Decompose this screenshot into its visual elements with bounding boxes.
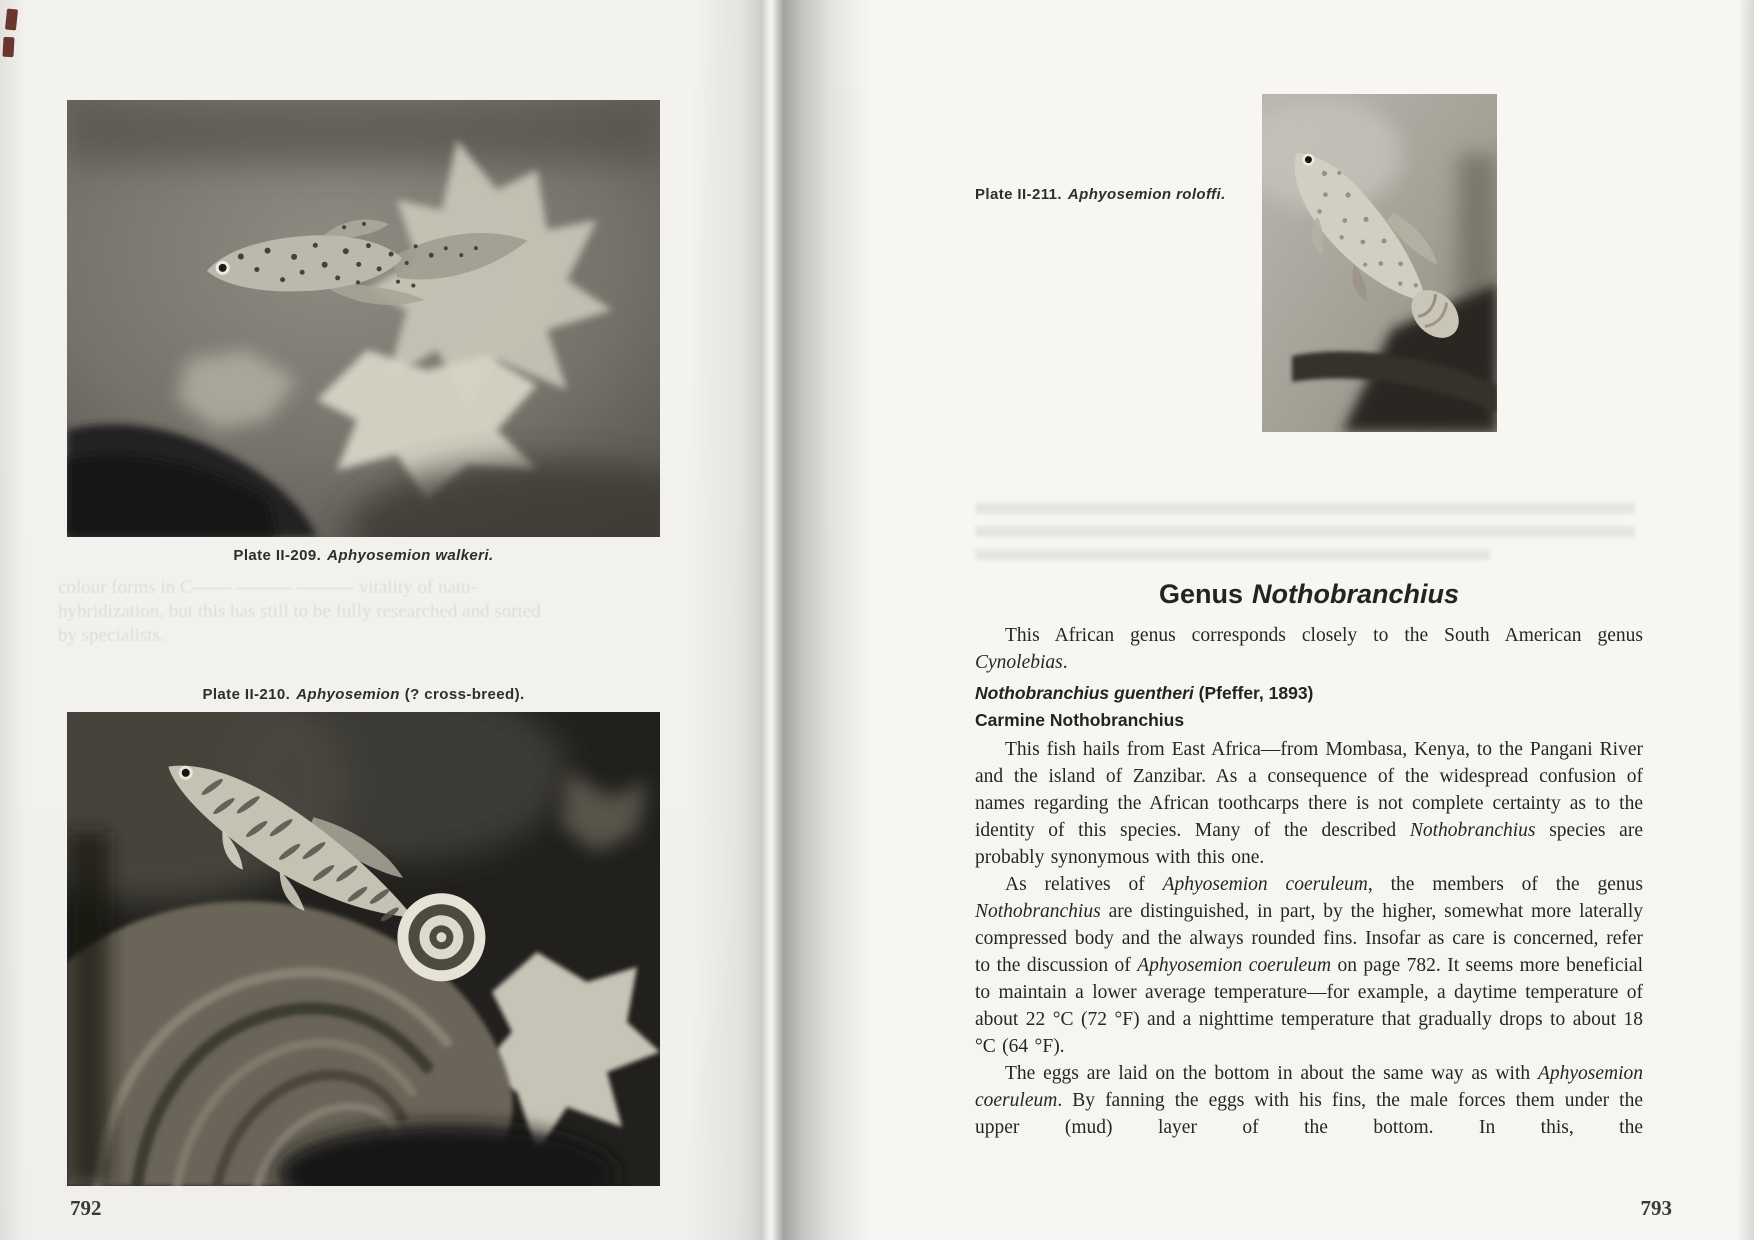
paragraph-care: As relatives of Aphyosemion coeruleum, the members of the genus Nothobranchius are distinguished, in part, by the higher, somewhat more laterally compressed body and the always rounded fins. Insofar as care is concerned, refer to the discussion of Aphyosemion coeruleum on page 782. It seems more beneficial to maintain a lower average temperature—for example, a daytime temperature of about 22 °C (72 °F) and a nighttime temperature that gradually drops to about 18 °C (64 °F). [975,874,1643,1057]
common-name: Carmine Nothobranchius [975,710,1185,730]
species-authority: (Pfeffer, 1893) [1193,683,1314,703]
species-header [975,680,1643,706]
fish-photo-illustration [67,100,660,537]
bleed-line: hybridization, but this has still to be fully researched and sorted [58,601,541,622]
plate-209-caption [67,547,660,564]
bleed-line: colour forms in C—— ——— ——— vitality of natu- [58,577,478,598]
bleed-through-text [58,576,714,648]
paragraph-breeding: The eggs are laid on the bottom in about the same way as with Aphyosemion coeruleum. By fanning the eggs with his fins, the male forces them under the upper (mud) layer of the bottom. In this, the [975,1063,1643,1138]
paragraph-origin: This fish hails from East Africa—from Mombasa, Kenya, to the Pangani River and the island of Zanzibar. As a consequence of the widespread confusion of names regarding the African toothcarps there is not complete certainty as to the identity of this species. Many of the described Nothobranchius species are probably synonymous with this one. [975,739,1643,868]
plate-label: Plate II-211. [975,186,1062,203]
page-number-left: 792 [70,1196,102,1220]
main-text-column [975,578,1643,1141]
heading-prefix: Genus [1158,579,1244,609]
page-number-right: 793 [1640,1196,1672,1220]
bleed-line: by specialists. [58,625,165,646]
bleed-line [975,503,1635,514]
genus-name: Aphyosemion [296,686,400,703]
plate-label: Plate II-210. [202,686,291,703]
caption-suffix: (? cross-breed). [404,686,525,703]
red-registration-mark [2,37,14,58]
red-registration-mark [5,8,18,30]
plate-210-photo [67,712,660,1186]
fish-photo-illustration [67,712,660,1186]
bleed-through-shadow [975,503,1635,572]
plate-211-caption [975,186,1226,203]
dark-water-band [67,100,660,164]
species-name: Aphyosemion roloffi. [1067,186,1226,203]
species-binomial: Nothobranchius guentheri [975,683,1194,703]
page-left [0,0,745,1240]
bleed-line [975,526,1635,537]
page-edge-shadow [1738,0,1754,1240]
genus-heading [975,578,1643,610]
heading-genus: Nothobranchius [1252,579,1460,609]
bleed-line [975,549,1490,560]
page-edge-shadow [0,0,26,1240]
plate-210-caption [67,686,660,703]
plate-label: Plate II-209. [233,547,322,564]
plate-211-photo [1262,94,1497,432]
plate-209-photo [67,100,660,537]
species-name: Aphyosemion walkeri. [327,547,494,564]
paragraph-intro: This African genus corresponds closely to the South American genus Cynolebias. [975,625,1643,673]
fish-photo-illustration [1262,94,1497,432]
